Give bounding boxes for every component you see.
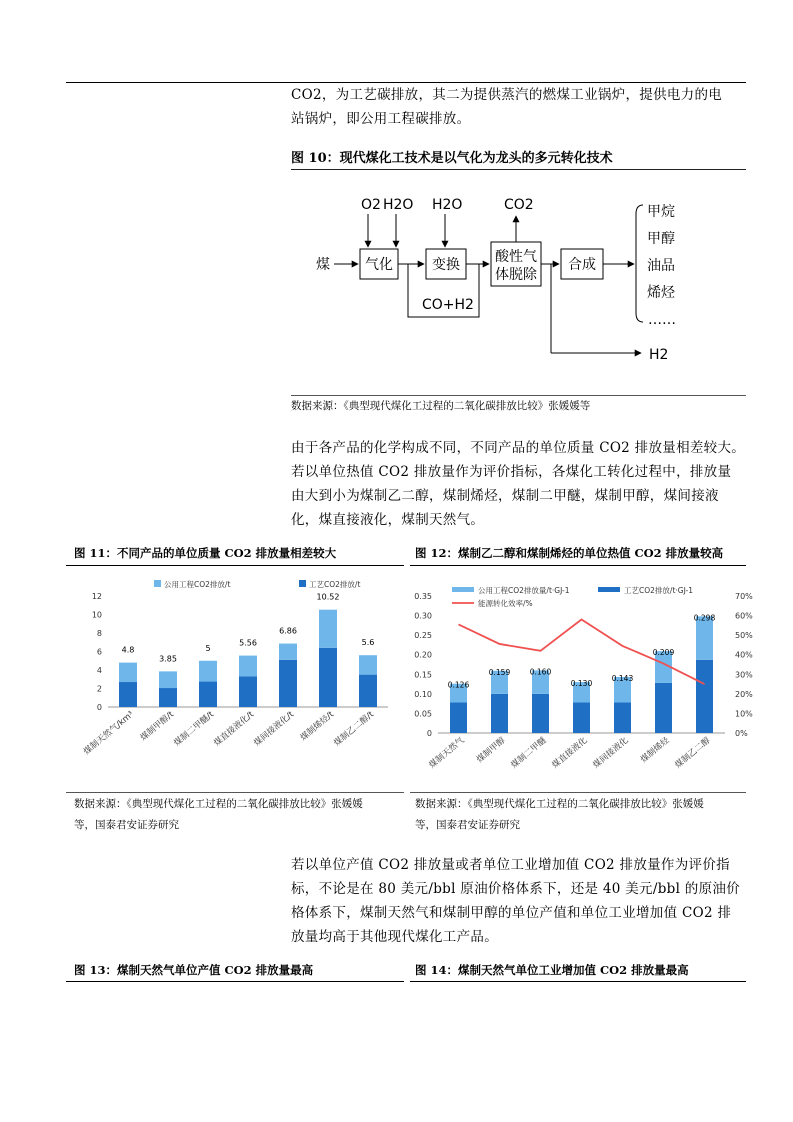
- fig14-title-rule: [410, 981, 746, 982]
- data-label: 10.52: [316, 592, 340, 602]
- bar-segment: [532, 694, 549, 733]
- para3-line-2: 标，不论是在 80 美元/bbl 原油价格体系下，还是 40 美元/bbl 的原油价: [291, 881, 741, 897]
- y2-tick-label: 60%: [735, 611, 753, 621]
- bar-segment: [696, 616, 713, 659]
- x-tick-label: 煤制甲醇: [474, 735, 508, 766]
- product-methanol: 甲醇: [647, 231, 675, 247]
- data-label: 4.8: [121, 645, 135, 655]
- y-tick-label: 0.35: [414, 592, 432, 601]
- data-label: 0.143: [611, 674, 634, 684]
- data-label: 0.126: [447, 680, 470, 690]
- y-tick-label: 0: [96, 703, 102, 712]
- data-label: 0.160: [529, 667, 552, 677]
- acid-gas-label-2: 体脱除: [495, 267, 537, 283]
- y-tick-label: 8: [96, 629, 102, 638]
- para2-line-4: 化，煤直接液化，煤制天然气。: [291, 512, 485, 528]
- fig12-title: 图 12：煤制乙二醇和煤制烯烃的单位热值 CO2 排放量较高: [415, 546, 724, 560]
- product-olefin: 烯烃: [647, 285, 675, 301]
- paragraph-3: [291, 853, 751, 949]
- y-tick-label: 0.05: [414, 709, 432, 719]
- bar-segment: [359, 675, 377, 707]
- recycle-label: CO+H2: [422, 297, 474, 313]
- bar-segment: [239, 656, 257, 677]
- legend-label: 公用工程CO2排放量/t·GJ-1: [478, 586, 570, 595]
- y-tick-label: 10: [91, 610, 102, 620]
- bar-segment: [319, 610, 337, 648]
- bar-segment: [491, 694, 508, 733]
- fig12-source-line-2: 等，国泰君安证券研究: [415, 819, 520, 831]
- legend-label: 能源转化效率/%: [478, 599, 533, 608]
- data-label: 3.85: [159, 654, 177, 664]
- para2-line-1: 由于各产品的化学构成不同，不同产品的单位质量 CO2 排放量相差较大。: [291, 440, 746, 456]
- legend-swatch: [598, 587, 620, 592]
- product-methane: 甲烷: [647, 204, 675, 220]
- data-label: 0.298: [693, 613, 716, 623]
- fig11-title-rule: [66, 565, 404, 566]
- x-tick-label: 煤间接液化/t: [252, 709, 296, 749]
- x-tick-label: 煤间接液化: [591, 735, 631, 771]
- x-tick-label: 煤制二甲醚/t: [172, 709, 216, 749]
- data-label: 0.159: [488, 667, 511, 677]
- h2o-label-gasify: H2O: [383, 197, 414, 213]
- chart-fig11: [66, 570, 404, 790]
- para3-line-4: 放量均高于其他现代煤化工产品。: [291, 929, 498, 945]
- y-tick-label: 0.15: [414, 670, 432, 680]
- y2-tick-label: 50%: [735, 631, 753, 641]
- x-tick-label: 煤制烯烃/t: [298, 709, 336, 744]
- y-tick-label: 12: [91, 592, 102, 601]
- legend-label: 工艺CO2排放/t: [309, 580, 361, 589]
- o2-label: O2: [361, 197, 381, 213]
- y-tick-label: 0.20: [414, 650, 432, 660]
- intro-line-1: CO2，为工艺碳排放，其二为提供蒸汽的燃煤工业锅炉，提供电力的电: [291, 87, 723, 103]
- x-tick-label: 煤直接液化: [550, 735, 590, 771]
- h2-label: H2: [649, 347, 669, 363]
- bar-segment: [159, 671, 177, 688]
- y-tick-label: 0: [426, 729, 432, 738]
- x-tick-label: 煤制乙二醇/t: [332, 709, 376, 749]
- y-tick-label: 4: [96, 666, 102, 675]
- y-tick-label: 0.25: [414, 631, 432, 641]
- bar-segment: [159, 688, 177, 707]
- fig13-title: 图 13：煤制天然气单位产值 CO2 排放量最高: [74, 963, 314, 977]
- y2-tick-label: 70%: [735, 592, 753, 601]
- bar-segment: [696, 660, 713, 733]
- fig14-title: 图 14：煤制天然气单位工业增加值 CO2 排放量最高: [415, 963, 689, 977]
- y2-tick-label: 30%: [735, 670, 753, 680]
- x-tick-label: 煤制天然气: [427, 735, 467, 771]
- bar-segment: [359, 655, 377, 674]
- synthesis-label: 合成: [568, 257, 596, 273]
- co2-label: CO2: [504, 197, 534, 213]
- fig10-source: 数据来源：《典型现代煤化工过程的二氧化碳排放比较》张媛媛等: [291, 400, 591, 412]
- x-tick-label: 煤制甲醇/t: [138, 709, 176, 744]
- para2-line-3: 由大到小为煤制乙二醇，煤制烯烃，煤制二甲醚，煤制甲醇，煤间接液: [291, 488, 719, 504]
- legend-label: 公用工程CO2排放/t: [164, 580, 231, 589]
- y-tick-label: 2: [96, 684, 102, 694]
- x-tick-label: 煤制二甲醚: [509, 735, 549, 771]
- fig10-title: 图 10：现代煤化工技术是以气化为龙头的多元转化技术: [291, 151, 613, 166]
- process-diagram: [291, 172, 746, 387]
- data-label: 5.56: [239, 638, 257, 648]
- para2-line-2: 若以单位热值 CO2 排放量作为评价指标，各煤化工转化过程中，排放量: [291, 464, 732, 480]
- bar-segment: [119, 663, 137, 682]
- fig11-bottom-rule: [66, 792, 404, 793]
- bar-segment: [119, 682, 137, 707]
- intro-paragraph: [291, 83, 741, 131]
- coal-label: 煤: [316, 257, 330, 273]
- product-etc: ……: [648, 312, 676, 328]
- data-label: 0.130: [570, 679, 593, 689]
- para3-line-1: 若以单位产值 CO2 排放量或者单位工业增加值 CO2 排放量作为评价指: [291, 857, 730, 873]
- shift-label: 变换: [432, 257, 460, 273]
- gasify-label: 气化: [365, 257, 393, 273]
- data-label: 5.6: [361, 638, 375, 648]
- fig12-source-line-1: 数据来源：《典型现代煤化工过程的二氧化碳排放比较》张媛媛: [415, 798, 704, 810]
- fig11-source-line-2: 等，国泰君安证券研究: [74, 819, 179, 831]
- acid-gas-label-1: 酸性气: [495, 249, 537, 265]
- bar-segment: [199, 682, 217, 707]
- x-tick-label: 煤制天然气/km³: [82, 709, 136, 758]
- bar-segment: [450, 702, 467, 733]
- bar-segment: [573, 702, 590, 733]
- data-label: 6.86: [279, 626, 297, 636]
- bar-segment: [199, 661, 217, 682]
- x-tick-label: 煤制烯烃: [638, 735, 672, 766]
- bar-segment: [239, 676, 257, 707]
- fig10-title-rule: [291, 169, 746, 170]
- bar-segment: [279, 660, 297, 707]
- y-tick-label: 6: [96, 647, 102, 657]
- h2o-label-shift: H2O: [432, 197, 463, 213]
- fig13-title-rule: [66, 981, 404, 982]
- x-tick-label: 煤制乙二醇: [673, 735, 713, 771]
- legend-swatch: [154, 580, 161, 587]
- y2-tick-label: 0%: [735, 729, 748, 738]
- x-tick-label: 煤直接液化/t: [212, 709, 256, 749]
- y2-tick-label: 40%: [735, 650, 753, 660]
- y2-tick-label: 20%: [735, 689, 753, 699]
- chart-fig12: [410, 570, 753, 790]
- bar-segment: [655, 683, 672, 733]
- bar-segment: [279, 644, 297, 660]
- y-tick-label: 0.30: [414, 611, 432, 621]
- legend-label: 工艺CO2排放/t·GJ-1: [624, 586, 693, 595]
- fig12-source: [415, 794, 745, 836]
- fig12-title-rule: [410, 565, 746, 566]
- fig11-source-line-1: 数据来源：《典型现代煤化工过程的二氧化碳排放比较》张媛媛: [74, 798, 363, 810]
- para3-line-3: 格体系下，煤制天然气和煤制甲醇的单位产值和单位工业增加值 CO2 排: [291, 905, 732, 921]
- y-tick-label: 0.10: [414, 689, 432, 699]
- bar-segment: [614, 702, 631, 733]
- data-label: 5: [205, 643, 211, 653]
- bar-segment: [319, 648, 337, 707]
- fig12-bottom-rule: [410, 792, 746, 793]
- fig11-title: 图 11：不同产品的单位质量 CO2 排放量相差较大: [74, 546, 337, 560]
- intro-line-2: 站锅炉，即公用工程碳排放。: [291, 111, 471, 127]
- paragraph-2: [291, 436, 751, 532]
- legend-swatch: [299, 580, 306, 587]
- fig11-source: [74, 794, 404, 836]
- y2-tick-label: 10%: [735, 709, 753, 719]
- data-label: 0.209: [652, 648, 675, 658]
- product-oil: 油品: [647, 258, 675, 274]
- legend-swatch: [452, 587, 474, 592]
